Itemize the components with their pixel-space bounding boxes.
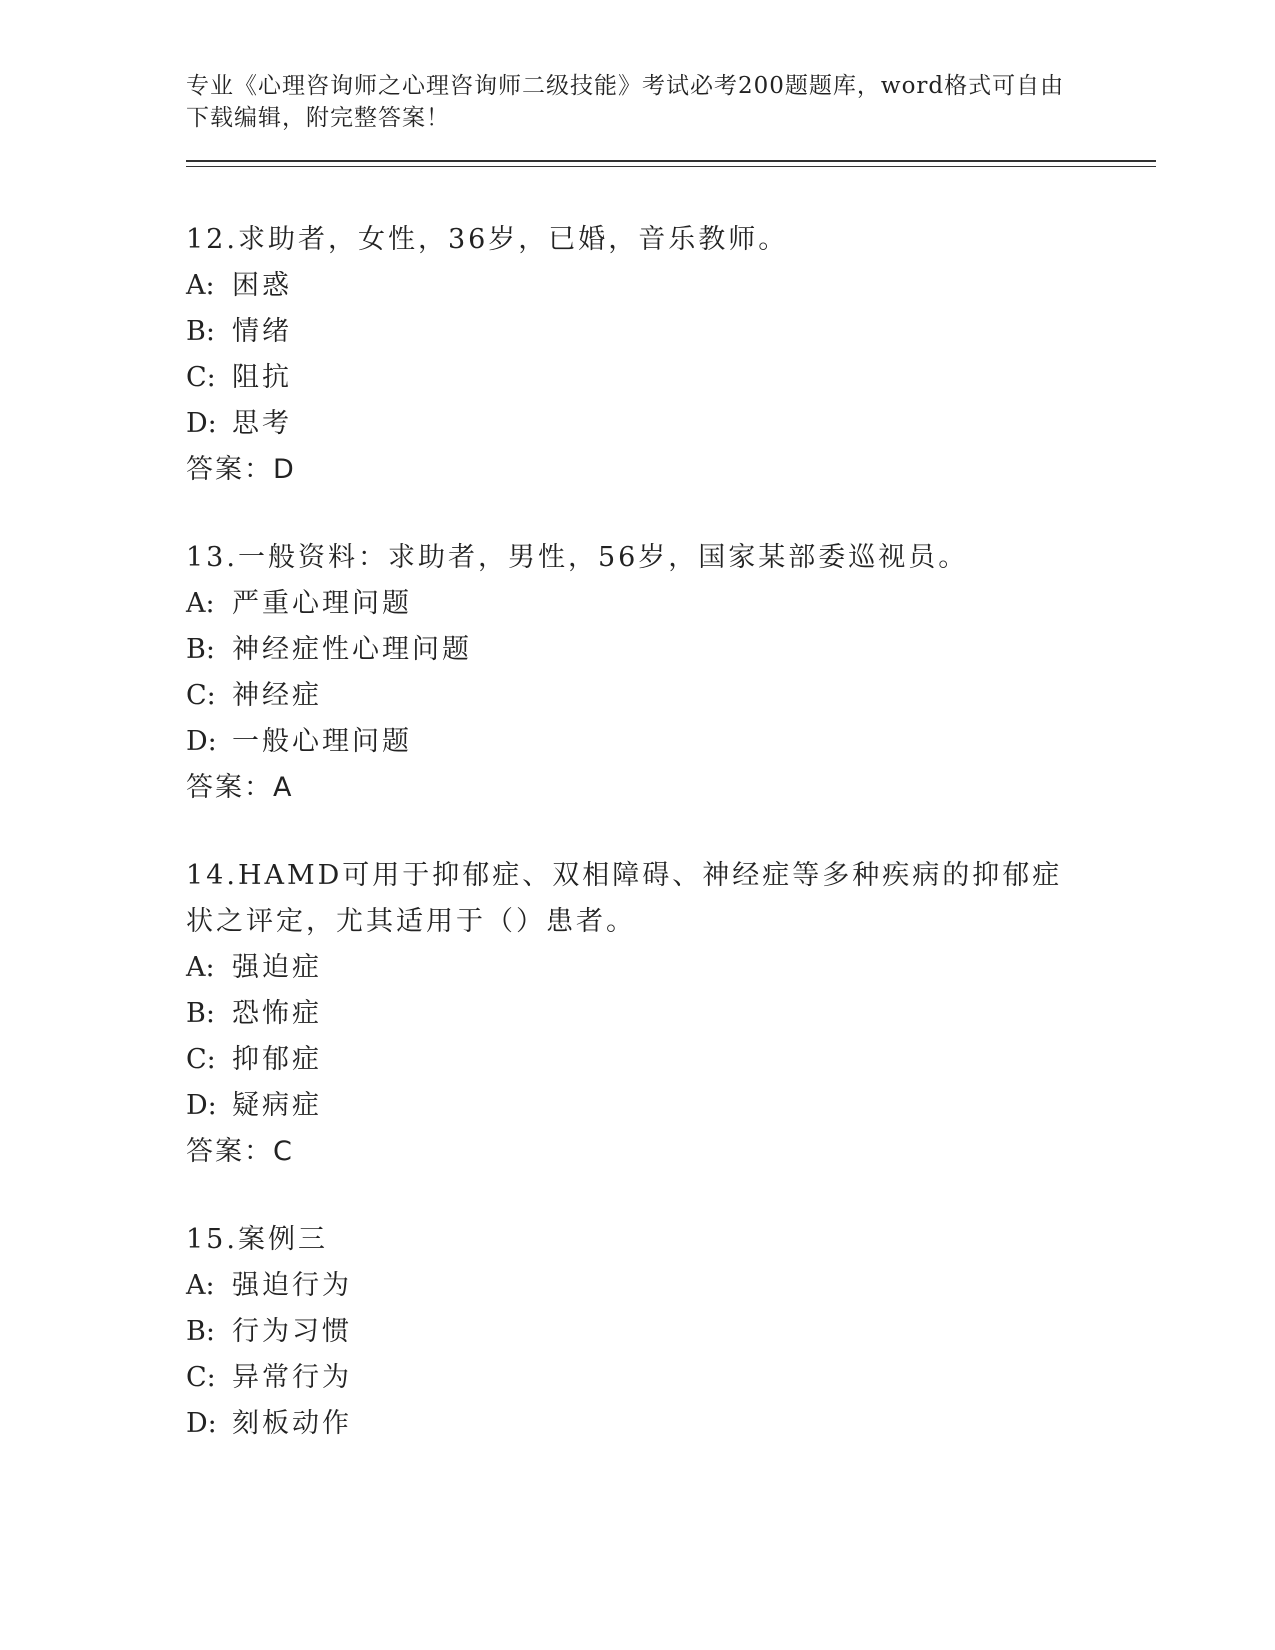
- option-b: B: 情绪: [186, 316, 292, 347]
- question-text: 12.求助者，女性，36岁，已婚，音乐教师。: [186, 224, 789, 255]
- option-d: D: 刻板动作: [186, 1408, 352, 1439]
- document-page: [186, 70, 1156, 1447]
- option-d: D: 疑病症: [186, 1090, 322, 1121]
- option-c: C: 异常行为: [186, 1362, 352, 1393]
- question-block: [186, 1217, 1156, 1447]
- answer-line: 答案：A: [186, 772, 294, 803]
- option-a: A: 困惑: [186, 270, 292, 301]
- question-text: 15.案例三: [186, 1224, 328, 1255]
- option-c: C: 阻抗: [186, 362, 292, 393]
- option-a: A: 严重心理问题: [186, 588, 412, 619]
- option-b: B: 恐怖症: [186, 998, 322, 1029]
- option-a: A: 强迫行为: [186, 1270, 352, 1301]
- question-block: [186, 217, 1156, 493]
- document-header: 专业《心理咨询师之心理咨询师二级技能》考试必考200题题库，word格式可自由下载编辑，附完整答案！: [186, 73, 1065, 131]
- option-b: B: 神经症性心理问题: [186, 634, 472, 665]
- option-b: B: 行为习惯: [186, 1316, 352, 1347]
- option-a: A: 强迫症: [186, 952, 322, 983]
- option-d: D: 思考: [186, 408, 292, 439]
- answer-line: 答案：C: [186, 1136, 294, 1167]
- answer-line: 答案：D: [186, 454, 296, 485]
- option-d: D: 一般心理问题: [186, 726, 412, 757]
- option-c: C: 抑郁症: [186, 1044, 322, 1075]
- question-block: [186, 853, 1156, 1175]
- question-text: 14.HAMD可用于抑郁症、双相障碍、神经症等多种疾病的抑郁症状之评定，尤其适用于（）患者。: [186, 860, 1063, 937]
- question-block: [186, 535, 1156, 811]
- double-rule-divider: [186, 160, 1156, 167]
- question-text: 13.一般资料：求助者，男性，56岁，国家某部委巡视员。: [186, 542, 969, 573]
- option-c: C: 神经症: [186, 680, 322, 711]
